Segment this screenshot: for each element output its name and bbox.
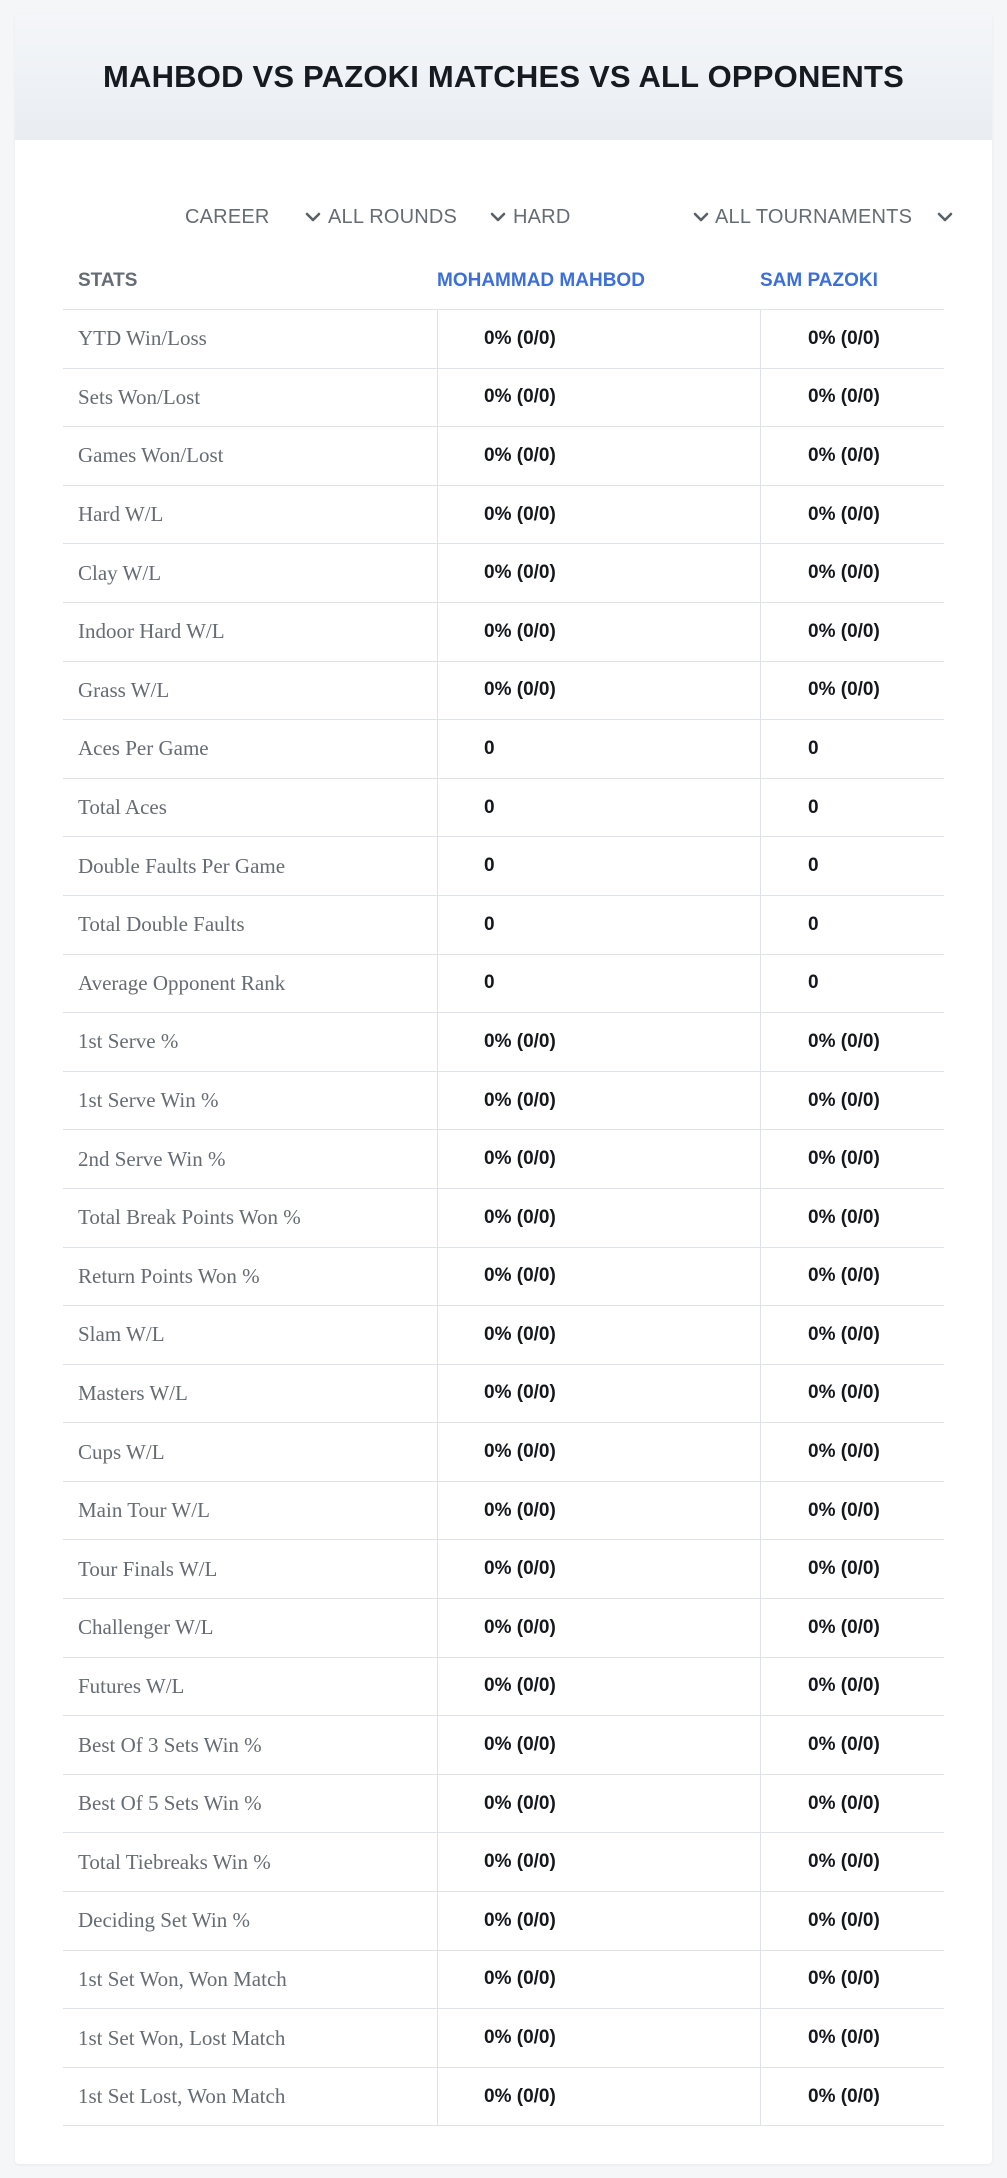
stat-label: Return Points Won %	[78, 1263, 260, 1288]
table-row	[63, 1130, 944, 1189]
stat-label: Indoor Hard W/L	[78, 619, 225, 644]
table-row	[63, 2068, 944, 2127]
player1-column-header[interactable]: MOHAMMAD MAHBOD	[437, 270, 645, 291]
stat-label: 1st Set Won, Lost Match	[78, 2025, 286, 2050]
table-row	[63, 1658, 944, 1717]
table-row	[63, 720, 944, 779]
table-row	[63, 486, 944, 545]
table-row	[63, 1306, 944, 1365]
player1-stat-value: 0% (0/0)	[437, 1365, 759, 1423]
player2-stat-value: 0% (0/0)	[760, 427, 944, 485]
table-row	[63, 955, 944, 1014]
stats-table-header	[63, 252, 944, 310]
stat-label: Double Faults Per Game	[78, 853, 286, 878]
player1-stat-value: 0% (0/0)	[437, 1306, 759, 1364]
stat-label: YTD Win/Loss	[78, 326, 207, 351]
stat-label: Average Opponent Rank	[78, 970, 286, 995]
player2-stat-value: 0% (0/0)	[760, 1599, 944, 1657]
stat-label: Main Tour W/L	[78, 1498, 210, 1523]
stat-label: Games Won/Lost	[78, 443, 224, 468]
stat-label: Grass W/L	[78, 677, 170, 702]
player1-stat-value: 0% (0/0)	[437, 1189, 759, 1247]
stat-label: Best Of 5 Sets Win %	[78, 1791, 262, 1816]
stat-label: Sets Won/Lost	[78, 384, 201, 409]
player1-stat-value: 0	[437, 720, 759, 778]
player2-stat-value: 0% (0/0)	[760, 369, 944, 427]
rounds-filter-select[interactable]	[328, 192, 508, 242]
stats-table-body	[63, 310, 944, 2126]
player2-stat-value: 0% (0/0)	[760, 1130, 944, 1188]
player1-stat-value: 0% (0/0)	[437, 1599, 759, 1657]
stat-label: Total Double Faults	[78, 912, 245, 937]
card-header	[15, 14, 992, 140]
filter-label: CAREER	[185, 205, 270, 228]
player2-stat-value: 0% (0/0)	[760, 1248, 944, 1306]
player2-stat-value: 0% (0/0)	[760, 486, 944, 544]
chevron-down-icon	[935, 205, 955, 229]
stat-label: Challenger W/L	[78, 1615, 214, 1640]
stat-label: 1st Serve %	[78, 1029, 179, 1054]
player1-stat-value: 0% (0/0)	[437, 486, 759, 544]
stat-label: Total Tiebreaks Win %	[78, 1849, 271, 1874]
player1-stat-value: 0% (0/0)	[437, 1951, 759, 2009]
table-row	[63, 1072, 944, 1131]
player2-stat-value: 0% (0/0)	[760, 1892, 944, 1950]
stat-label: Aces Per Game	[78, 736, 209, 761]
table-row	[63, 1189, 944, 1248]
stat-label: Cups W/L	[78, 1439, 165, 1464]
player2-stat-value: 0	[760, 720, 944, 778]
player1-stat-value: 0	[437, 896, 759, 954]
player1-stat-value: 0% (0/0)	[437, 1423, 759, 1481]
table-row	[63, 1540, 944, 1599]
stat-label: Total Aces	[78, 795, 167, 820]
player2-stat-value: 0% (0/0)	[760, 1716, 944, 1774]
table-row	[63, 369, 944, 428]
table-row	[63, 1775, 944, 1834]
stat-label: Deciding Set Win %	[78, 1908, 250, 1933]
player2-stat-value: 0% (0/0)	[760, 310, 944, 368]
stat-label: Futures W/L	[78, 1673, 185, 1698]
table-row	[63, 1833, 944, 1892]
table-row	[63, 603, 944, 662]
player1-stat-value: 0% (0/0)	[437, 2009, 759, 2067]
chevron-down-icon	[303, 205, 323, 229]
stat-label: Masters W/L	[78, 1380, 188, 1405]
table-row	[63, 310, 944, 369]
table-row	[63, 1248, 944, 1307]
player2-column-header[interactable]: SAM PAZOKI	[760, 270, 878, 291]
stat-label: Best Of 3 Sets Win %	[78, 1732, 262, 1757]
table-row	[63, 1013, 944, 1072]
stat-label: Slam W/L	[78, 1322, 165, 1347]
tournaments-filter-select[interactable]	[715, 192, 955, 242]
player1-stat-value: 0% (0/0)	[437, 1130, 759, 1188]
player2-stat-value: 0	[760, 837, 944, 895]
stat-label: Clay W/L	[78, 560, 162, 585]
player1-stat-value: 0% (0/0)	[437, 1540, 759, 1598]
player1-stat-value: 0% (0/0)	[437, 1833, 759, 1891]
table-row	[63, 1482, 944, 1541]
player1-stat-value: 0% (0/0)	[437, 1072, 759, 1130]
stats-column-header: STATS	[78, 270, 138, 291]
player2-stat-value: 0% (0/0)	[760, 1482, 944, 1540]
player1-stat-value: 0% (0/0)	[437, 1775, 759, 1833]
player2-stat-value: 0% (0/0)	[760, 1658, 944, 1716]
player2-stat-value: 0	[760, 955, 944, 1013]
table-row	[63, 1892, 944, 1951]
table-row	[63, 1365, 944, 1424]
player1-stat-value: 0% (0/0)	[437, 1658, 759, 1716]
player2-stat-value: 0	[760, 896, 944, 954]
stat-label: 1st Set Lost, Won Match	[78, 2084, 286, 2109]
player2-stat-value: 0% (0/0)	[760, 2009, 944, 2067]
filter-label: ALL TOURNAMENTS	[715, 205, 913, 228]
stat-label: Total Break Points Won %	[78, 1205, 301, 1230]
player2-stat-value: 0% (0/0)	[760, 1775, 944, 1833]
player1-stat-value: 0	[437, 837, 759, 895]
filter-bar	[15, 192, 992, 242]
player2-stat-value: 0% (0/0)	[760, 544, 944, 602]
player1-stat-value: 0	[437, 779, 759, 837]
stat-label: Hard W/L	[78, 502, 164, 527]
player1-stat-value: 0% (0/0)	[437, 1892, 759, 1950]
player1-stat-value: 0% (0/0)	[437, 369, 759, 427]
player1-stat-value: 0% (0/0)	[437, 1013, 759, 1071]
stat-label: 1st Serve Win %	[78, 1088, 219, 1113]
player1-stat-value: 0% (0/0)	[437, 603, 759, 661]
player2-stat-value: 0% (0/0)	[760, 603, 944, 661]
player1-stat-value: 0% (0/0)	[437, 662, 759, 720]
table-row	[63, 896, 944, 955]
table-row	[63, 1951, 944, 2010]
table-row	[63, 544, 944, 603]
player1-stat-value: 0% (0/0)	[437, 427, 759, 485]
chevron-down-icon	[691, 205, 711, 229]
table-row	[63, 2009, 944, 2068]
filter-label: ALL ROUNDS	[328, 205, 458, 228]
stat-label: Tour Finals W/L	[78, 1556, 218, 1581]
player2-stat-value: 0% (0/0)	[760, 1013, 944, 1071]
stat-label: 2nd Serve Win %	[78, 1146, 226, 1171]
page-title: MAHBOD VS PAZOKI MATCHES VS ALL OPPONENTS	[102, 59, 905, 94]
player2-stat-value: 0% (0/0)	[760, 1423, 944, 1481]
player2-stat-value: 0% (0/0)	[760, 1306, 944, 1364]
table-row	[63, 427, 944, 486]
player2-stat-value: 0% (0/0)	[760, 662, 944, 720]
player2-stat-value: 0	[760, 779, 944, 837]
player2-stat-value: 0% (0/0)	[760, 2068, 944, 2126]
player2-stat-value: 0% (0/0)	[760, 1833, 944, 1891]
table-row	[63, 779, 944, 838]
table-row	[63, 662, 944, 721]
surface-filter-select[interactable]	[513, 192, 711, 242]
player1-stat-value: 0% (0/0)	[437, 2068, 759, 2126]
player2-stat-value: 0% (0/0)	[760, 1540, 944, 1598]
table-row	[63, 1599, 944, 1658]
table-row	[63, 837, 944, 896]
player2-stat-value: 0% (0/0)	[760, 1951, 944, 2009]
career-filter-select[interactable]	[185, 192, 323, 242]
player2-stat-value: 0% (0/0)	[760, 1189, 944, 1247]
player2-stat-value: 0% (0/0)	[760, 1072, 944, 1130]
table-row	[63, 1716, 944, 1775]
chevron-down-icon	[488, 205, 508, 229]
comparison-card	[15, 14, 992, 2164]
player1-stat-value: 0% (0/0)	[437, 310, 759, 368]
player1-stat-value: 0% (0/0)	[437, 1716, 759, 1774]
table-row	[63, 1423, 944, 1482]
player2-stat-value: 0% (0/0)	[760, 1365, 944, 1423]
stat-label: 1st Set Won, Won Match	[78, 1966, 287, 1991]
player1-stat-value: 0	[437, 955, 759, 1013]
player1-stat-value: 0% (0/0)	[437, 544, 759, 602]
player1-stat-value: 0% (0/0)	[437, 1482, 759, 1540]
player1-stat-value: 0% (0/0)	[437, 1248, 759, 1306]
filter-label: HARD	[513, 205, 571, 228]
